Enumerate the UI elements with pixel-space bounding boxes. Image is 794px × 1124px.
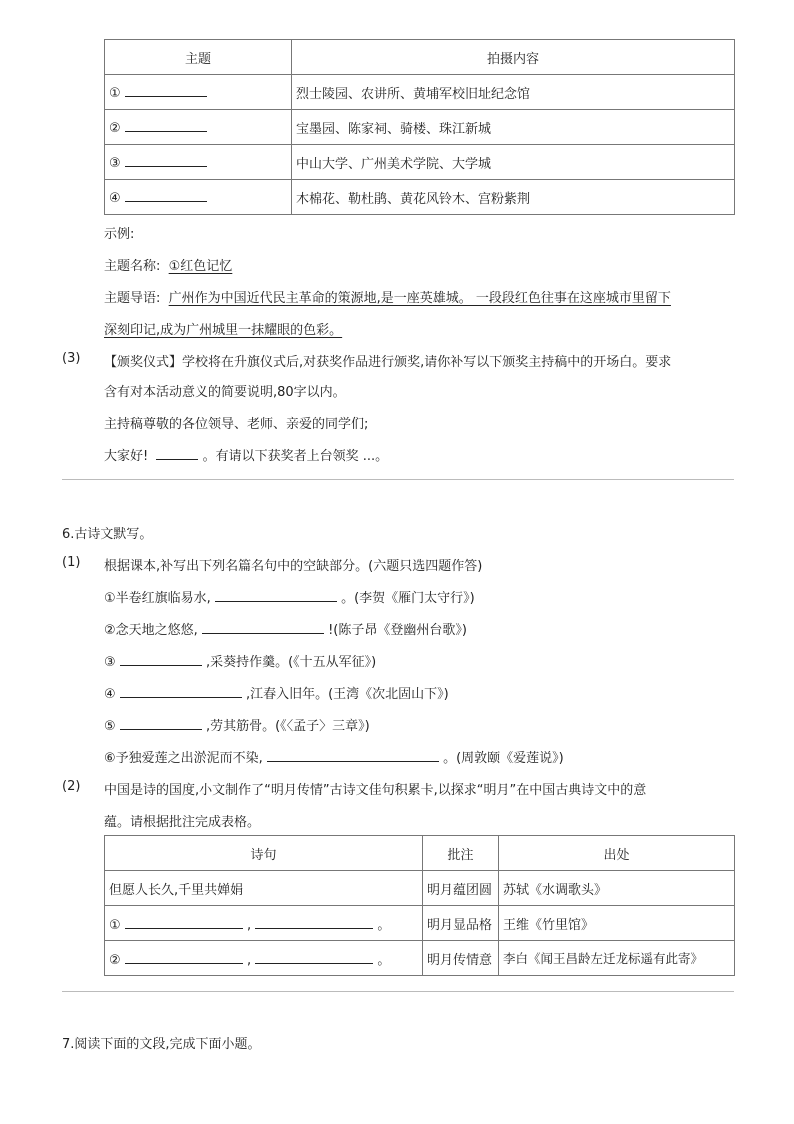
item-text: 。(周敦颐《爱莲说》) — [443, 751, 564, 766]
example-name-value: ①红色记忆 — [168, 259, 233, 274]
table-header-poem: 诗句 — [105, 836, 423, 871]
punct: , — [246, 917, 252, 933]
theme-answer-cell[interactable] — [105, 75, 292, 110]
content-cell: 木棉花、勒杜鹃、黄花风铃木、宫粉紫荆 — [292, 180, 735, 215]
answer-blank[interactable] — [255, 915, 373, 929]
table-header-note: 批注 — [423, 836, 499, 871]
poem-answer-cell[interactable] — [105, 906, 423, 941]
table-header-source: 出处 — [499, 836, 735, 871]
q3-hello: 大家好! — [104, 449, 149, 464]
answer-blank[interactable] — [125, 153, 207, 167]
item-text: ,采葵持作羹。(《十五从军征》) — [205, 655, 377, 670]
item-text: ①半卷红旗临易水, — [104, 591, 211, 606]
example-name-label: 主题名称: — [104, 259, 161, 274]
theme-answer-cell[interactable] — [105, 145, 292, 180]
answer-blank[interactable] — [125, 915, 243, 929]
answer-blank[interactable] — [267, 748, 439, 762]
q2-text: 中国是诗的国度,小文制作了“明月传情”古诗文佳句积累卡,以探求“明月”在中国古典诗文中的意 — [104, 783, 647, 798]
table-row — [105, 75, 735, 110]
item-text: ,江春入旧年。(王湾《次北固山下》) — [245, 687, 449, 702]
q3-text-cont: 含有对本活动意义的简要说明,80字以内。 — [104, 385, 346, 400]
answer-blank[interactable] — [125, 188, 207, 202]
example-guide-label: 主题导语: — [104, 291, 161, 306]
answer-blank[interactable] — [120, 652, 202, 666]
example-guide-line — [104, 287, 671, 306]
note-cell: 明月蕴团圆 — [423, 871, 499, 906]
poem-table — [104, 835, 735, 976]
punct: 。 — [377, 917, 391, 933]
table-header-theme: 主题 — [105, 40, 292, 75]
example-name-line — [104, 255, 232, 274]
punct: , — [246, 952, 252, 968]
table-header-content: 拍摄内容 — [292, 40, 735, 75]
content-cell: 中山大学、广州美术学院、大学城 — [292, 145, 735, 180]
item-text: ⑥予独爱莲之出淤泥而不染, — [104, 751, 263, 766]
list-item — [104, 683, 449, 702]
poem-answer-cell[interactable] — [105, 941, 423, 976]
poem-cell: 但愿人长久,千里共婵娟 — [105, 871, 423, 906]
example-guide-text: 广州作为中国近代民主革命的策源地,是一座英雄城。 一段段红色往事在这座城市里留下 — [168, 291, 671, 306]
row-number: ① — [109, 86, 121, 101]
row-number: ② — [109, 952, 121, 968]
list-item — [104, 715, 370, 734]
q3-script-line — [104, 445, 388, 464]
section-title: 6.古诗文默写。 — [62, 527, 153, 542]
answer-blank[interactable] — [215, 588, 337, 602]
list-item — [104, 651, 376, 670]
table-row — [105, 906, 735, 941]
theme-answer-cell[interactable] — [105, 110, 292, 145]
q3-script-greeting: 主持稿尊敬的各位领导、老师、亲爱的同学们; — [104, 417, 369, 432]
q3-text: 【颁奖仪式】学校将在升旗仪式后,对获奖作品进行颁奖,请你补写以下颁奖主持稿中的开场白。要求 — [104, 355, 672, 370]
row-number: ② — [109, 121, 121, 136]
source-cell: 李白《闻王昌龄左迁龙标遥有此寄》 — [499, 941, 735, 976]
content-cell: 烈士陵园、农讲所、黄埔军校旧址纪念馆 — [292, 75, 735, 110]
note-cell: 明月显品格 — [423, 906, 499, 941]
punct: 。 — [377, 952, 391, 968]
answer-blank[interactable] — [120, 716, 202, 730]
list-item — [104, 587, 475, 606]
item-text: ,劳其筋骨。(《〈孟子〉三章》) — [205, 719, 370, 734]
item-text: !(陈子昂《登幽州台歌》) — [328, 623, 467, 638]
answer-blank[interactable] — [125, 118, 207, 132]
answer-blank[interactable] — [255, 950, 373, 964]
answer-blank[interactable] — [125, 950, 243, 964]
row-number: ① — [109, 917, 121, 933]
list-item — [104, 619, 467, 638]
table-row — [105, 941, 735, 976]
answer-blank[interactable] — [202, 620, 324, 634]
example-guide-text-cont: 深刻印记,成为广州城里一抹耀眼的色彩。 — [104, 323, 343, 338]
example-label: 示例: — [104, 227, 135, 242]
note-cell: 明月传情意 — [423, 941, 499, 976]
list-item — [104, 747, 564, 766]
item-text: ④ — [104, 687, 116, 702]
question-number: (1) — [62, 555, 81, 570]
answer-blank[interactable] — [120, 684, 242, 698]
q3-invite: 。有请以下获奖者上台领奖 ...。 — [202, 449, 389, 464]
item-text: ⑤ — [104, 719, 116, 734]
section-title: 7.阅读下面的文段,完成下面小题。 — [62, 1037, 261, 1052]
item-text: ②念天地之悠悠, — [104, 623, 198, 638]
answer-blank[interactable] — [125, 83, 207, 97]
row-number: ④ — [109, 191, 121, 206]
source-cell: 苏轼《水调歌头》 — [499, 871, 735, 906]
q1-instruction: 根据课本,补写出下列名篇名句中的空缺部分。(六题只选四题作答) — [104, 559, 483, 574]
question-number: (3) — [62, 351, 81, 366]
answer-blank[interactable] — [156, 446, 198, 460]
divider — [62, 479, 734, 480]
item-text: ③ — [104, 655, 116, 670]
question-number: (2) — [62, 779, 81, 794]
item-text: 。(李贺《雁门太守行》) — [341, 591, 475, 606]
content-cell: 宝墨园、陈家祠、骑楼、珠江新城 — [292, 110, 735, 145]
source-cell: 王维《竹里馆》 — [499, 906, 735, 941]
table-row — [105, 110, 735, 145]
table-row — [105, 145, 735, 180]
theme-table — [104, 39, 735, 215]
theme-answer-cell[interactable] — [105, 180, 292, 215]
table-row — [105, 871, 735, 906]
q2-text-cont: 蕴。请根据批注完成表格。 — [104, 815, 261, 830]
divider — [62, 991, 734, 992]
table-row — [105, 180, 735, 215]
row-number: ③ — [109, 156, 121, 171]
